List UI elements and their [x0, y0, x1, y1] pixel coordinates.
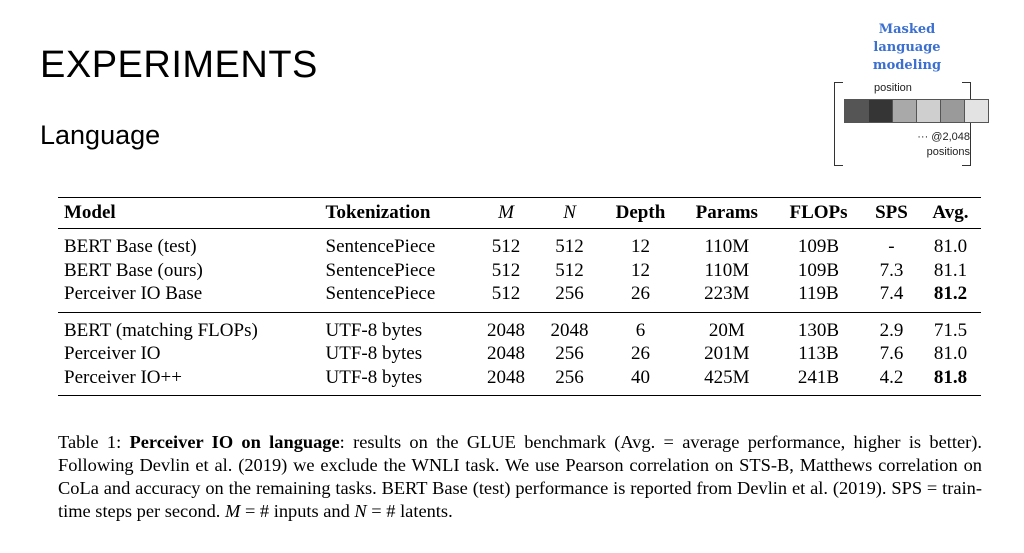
cell-flops: 119B: [798, 283, 839, 304]
cell-flops: 130B: [774, 312, 863, 342]
position-label: position: [874, 82, 912, 94]
position-cell: [892, 99, 917, 123]
cell-depth: 26: [630, 283, 650, 304]
cell-avg: 81.2: [933, 283, 968, 304]
cell-params: 20M: [680, 312, 774, 342]
cell-params: 425M: [680, 366, 774, 396]
positions-count-suffix: positions: [926, 146, 970, 158]
figure-label-line: language: [873, 40, 941, 55]
figure-label-line: Masked: [878, 22, 936, 37]
cell-m: 512: [491, 259, 521, 281]
cell-tokenization: SentencePiece: [325, 259, 436, 281]
table-row: [58, 259, 981, 283]
table-caption: [58, 431, 982, 523]
cell-params: 201M: [704, 343, 750, 364]
cell-n: 512: [555, 259, 584, 281]
cell-depth: 40: [601, 366, 679, 396]
table-body: [58, 229, 981, 396]
left-bracket: [834, 82, 843, 166]
cell-n: 512: [555, 236, 584, 257]
cell-sps: 7.3: [879, 259, 904, 281]
header-tokenization: Tokenization: [320, 198, 475, 229]
position-cell: [964, 99, 989, 123]
cell-m: 512: [491, 283, 521, 304]
header-depth: Depth: [601, 198, 679, 229]
table-row: [58, 312, 981, 342]
cell-tokenization: UTF-8 bytes: [320, 366, 475, 396]
cell-m: 512: [491, 236, 521, 257]
cell-avg: 81.1: [933, 259, 968, 281]
header-sps: SPS: [863, 198, 920, 229]
cell-avg: 81.8: [920, 366, 981, 396]
results-table: [58, 197, 981, 396]
header-n: N: [538, 198, 602, 229]
caption-text: = # latents.: [366, 501, 453, 521]
figure-label: [832, 21, 982, 75]
cell-tokenization: SentencePiece: [325, 283, 436, 304]
cell-tokenization: UTF-8 bytes: [320, 312, 475, 342]
cell-avg: 71.5: [920, 312, 981, 342]
cell-depth: 6: [601, 312, 679, 342]
position-cells: [844, 99, 988, 123]
cell-tokenization: UTF-8 bytes: [325, 343, 423, 364]
cell-params: 110M: [704, 236, 750, 257]
cell-tokenization: SentencePiece: [325, 236, 436, 257]
header-m: M: [474, 198, 538, 229]
cell-depth: 26: [630, 343, 650, 364]
cell-params: 110M: [704, 259, 750, 281]
table-row: [58, 282, 981, 312]
header-model: Model: [58, 198, 320, 229]
cell-model: BERT (matching FLOPs): [58, 312, 320, 342]
cell-depth: 12: [630, 259, 650, 281]
slide-subtitle: Language: [40, 120, 161, 150]
cell-n: 256: [555, 343, 584, 364]
cell-m: 2048: [474, 366, 538, 396]
cell-params: 223M: [704, 283, 750, 304]
cell-flops: 109B: [797, 259, 840, 281]
cell-sps: -: [888, 236, 895, 257]
positions-count: [852, 130, 970, 160]
figure-label-line: modeling: [872, 58, 942, 73]
table-row: [58, 342, 981, 366]
position-cell: [844, 99, 869, 123]
positions-count-value: ··· @2,048: [917, 131, 970, 143]
header-flops: FLOPs: [774, 198, 863, 229]
cell-model: BERT Base (test): [64, 236, 197, 257]
cell-avg: 81.0: [933, 343, 968, 364]
caption-bold-title: Perceiver IO on language: [129, 432, 340, 452]
cell-flops: 241B: [774, 366, 863, 396]
table-row: [58, 229, 981, 259]
position-cell: [868, 99, 893, 123]
cell-depth: 12: [630, 236, 650, 257]
caption-m-var: M: [225, 501, 241, 521]
caption-n-var: N: [354, 501, 367, 521]
cell-model: Perceiver IO Base: [64, 283, 203, 304]
cell-n: 256: [538, 366, 602, 396]
cell-sps: 2.9: [863, 312, 920, 342]
cell-sps: 7.4: [879, 283, 904, 304]
caption-text: = # inputs and: [240, 501, 355, 521]
cell-flops: 113B: [798, 343, 839, 364]
cell-model: Perceiver IO: [64, 343, 161, 364]
slide-title: EXPERIMENTS: [40, 44, 318, 86]
header-params: Params: [680, 198, 774, 229]
cell-model: Perceiver IO++: [58, 366, 320, 396]
position-cell: [940, 99, 965, 123]
cell-avg: 81.0: [933, 236, 968, 257]
cell-m: 2048: [487, 343, 525, 364]
cell-sps: 7.6: [879, 343, 904, 364]
table-header-row: [58, 198, 981, 229]
caption-text: : results on the GLUE benchmark (Avg. = average performance, higher is better). Following Devlin et al. (2019) we exclude the WNLI task. We use Pearson correlation on STS-B, Matthews correlation on CoLa and accuracy on the remaining tasks. BERT Base (test) performance is reported from Devlin et al. (2019). SPS = train-time steps per second.: [58, 432, 982, 521]
cell-n: 2048: [538, 312, 602, 342]
header-avg: Avg.: [920, 198, 981, 229]
cell-n: 256: [555, 283, 584, 304]
cell-m: 2048: [474, 312, 538, 342]
table-row: [58, 366, 981, 396]
caption-prefix: Table 1:: [58, 432, 130, 452]
masked-lm-figure: [832, 18, 982, 178]
position-cell: [916, 99, 941, 123]
cell-sps: 4.2: [863, 366, 920, 396]
cell-model: BERT Base (ours): [64, 259, 203, 281]
cell-flops: 109B: [797, 236, 840, 257]
